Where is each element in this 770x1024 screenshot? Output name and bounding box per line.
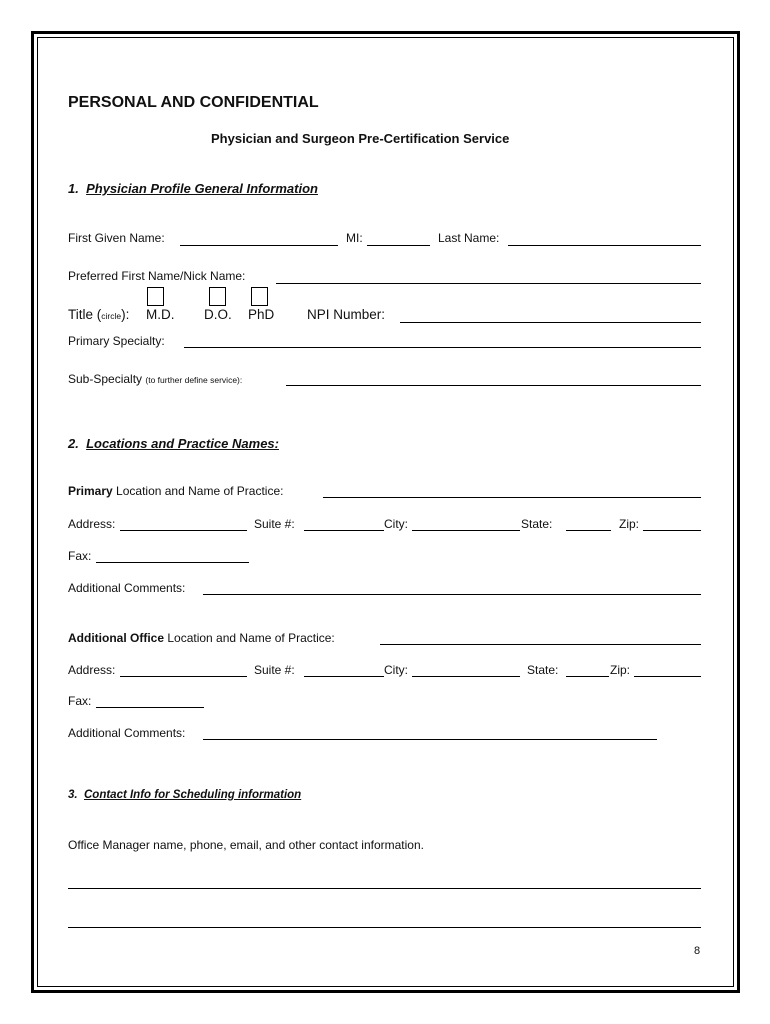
primary-address-field[interactable] [120, 530, 247, 531]
primary-suite-label: Suite #: [254, 517, 295, 531]
section-1-number: 1. [68, 181, 79, 196]
primary-practice-label: Primary Location and Name of Practice: [68, 484, 284, 498]
first-name-label: First Given Name: [68, 231, 165, 245]
first-name-field[interactable] [180, 245, 338, 246]
primary-specialty-field[interactable] [184, 347, 701, 348]
primary-city-label: City: [384, 517, 408, 531]
additional-suite-field[interactable] [304, 676, 384, 677]
additional-fax-field[interactable] [96, 707, 204, 708]
primary-suite-field[interactable] [304, 530, 384, 531]
section-2-number: 2. [68, 436, 79, 451]
primary-zip-label: Zip: [619, 517, 640, 531]
preferred-name-field[interactable] [276, 283, 701, 284]
mi-field[interactable] [367, 245, 430, 246]
primary-state-field[interactable] [566, 530, 611, 531]
primary-comments-label: Additional Comments: [68, 581, 186, 595]
do-option-label: D.O. [204, 307, 232, 322]
sub-specialty-field[interactable] [286, 385, 701, 386]
additional-comments-label: Additional Comments: [68, 726, 186, 740]
primary-state-label: State: [521, 517, 553, 531]
phd-checkbox[interactable] [251, 287, 268, 306]
section-3-title: Contact Info for Scheduling information [83, 789, 302, 801]
additional-comments-field[interactable] [203, 739, 657, 740]
last-name-label: Last Name: [438, 231, 500, 245]
primary-address-label: Address: [68, 517, 116, 531]
primary-fax-label: Fax: [68, 549, 92, 563]
phd-option-label: PhD [248, 307, 275, 322]
contact-field-line-2[interactable] [68, 927, 701, 928]
do-checkbox[interactable] [209, 287, 226, 306]
page-number: 8 [694, 945, 701, 957]
primary-fax-field[interactable] [96, 562, 249, 563]
section-3-heading [68, 789, 301, 801]
last-name-field[interactable] [508, 245, 701, 246]
npi-label: NPI Number: [307, 307, 386, 322]
additional-city-label: City: [384, 663, 408, 677]
additional-suite-label: Suite #: [254, 663, 295, 677]
primary-specialty-label: Primary Specialty: [68, 334, 165, 348]
section-1-heading [68, 181, 318, 196]
additional-zip-label: Zip: [610, 663, 631, 677]
preferred-name-label: Preferred First Name/Nick Name: [68, 269, 246, 283]
confidential-heading: PERSONAL AND CONFIDENTIAL [68, 94, 319, 111]
section-2-title: Locations and Practice Names: [86, 436, 279, 451]
primary-zip-field[interactable] [643, 530, 701, 531]
sub-specialty-label: Sub-Specialty (to further define service): [68, 372, 243, 386]
section-1-title: Physician Profile General Information [86, 181, 318, 196]
mi-label: MI: [346, 231, 363, 245]
additional-practice-field[interactable] [380, 644, 701, 645]
section-2-heading [68, 436, 279, 451]
additional-address-field[interactable] [120, 676, 247, 677]
additional-state-field[interactable] [566, 676, 609, 677]
additional-city-field[interactable] [412, 676, 520, 677]
contact-instruction: Office Manager name, phone, email, and other contact information. [68, 838, 424, 852]
primary-practice-field[interactable] [323, 497, 701, 498]
primary-city-field[interactable] [412, 530, 520, 531]
title-label: Title (circle): [68, 307, 130, 322]
additional-state-label: State: [527, 663, 559, 677]
contact-field-line-1[interactable] [68, 888, 701, 889]
additional-zip-field[interactable] [634, 676, 701, 677]
additional-practice-label: Additional Office Location and Name of Practice: [68, 631, 335, 645]
section-3-number: 3. [68, 789, 78, 801]
md-option-label: M.D. [146, 307, 175, 322]
additional-fax-label: Fax: [68, 694, 92, 708]
service-title: Physician and Surgeon Pre-Certification Service [211, 131, 510, 146]
primary-comments-field[interactable] [203, 594, 701, 595]
npi-field[interactable] [400, 322, 701, 323]
md-checkbox[interactable] [147, 287, 164, 306]
additional-address-label: Address: [68, 663, 116, 677]
